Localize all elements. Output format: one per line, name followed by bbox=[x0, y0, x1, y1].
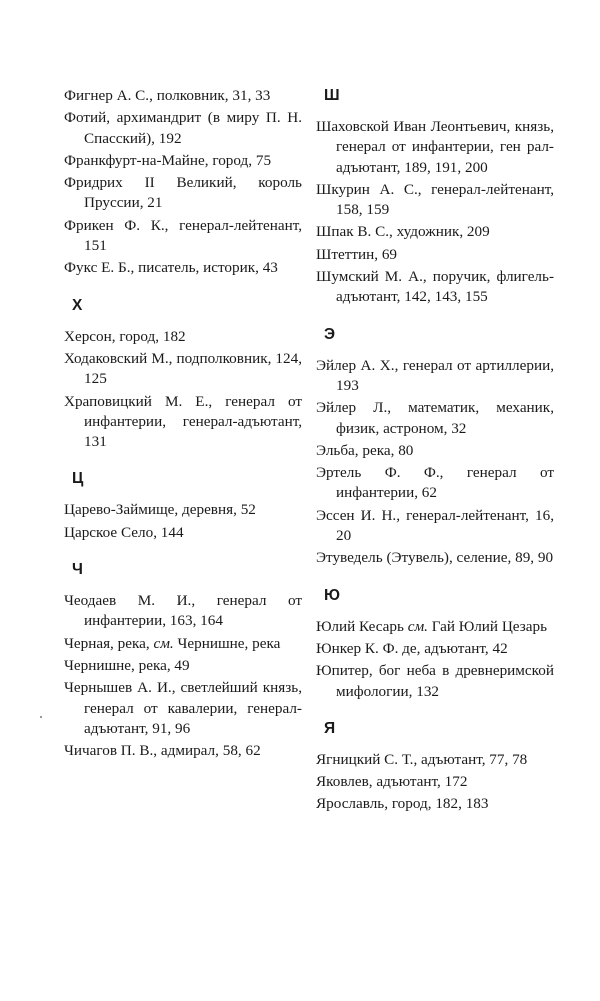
index-entry: Эльба, река, 80 bbox=[316, 441, 414, 459]
index-entry: Фотий, архимандрит (в миру П. Н. Спасский), 192 bbox=[64, 109, 302, 147]
index-entry: Юпитер, бог неба в древнеримской мифологии, 132 bbox=[316, 662, 554, 700]
index-entry: Яковлев, адъютант, 172 bbox=[316, 773, 468, 791]
index-entry: Чернишне, река, 49 bbox=[64, 656, 190, 674]
index-entry: Шпак В. С., художник, 209 bbox=[316, 223, 490, 241]
index-entry: Чеодаев М. И., генерал от инфантерии, 163, 164 bbox=[64, 592, 302, 630]
index-entry: Франкфурт-на-Майне, город, 75 bbox=[64, 151, 272, 169]
index-entry-text: Юлий Кесарь bbox=[316, 617, 408, 635]
index-entry: Чернышев А. И., светлейший князь, генерал от кавалерии, генерал-адъютант, 91, 96 bbox=[64, 679, 302, 737]
section-letter: Ч bbox=[72, 561, 83, 579]
index-entry: Юнкер К. Ф. де, адъютант, 42 bbox=[316, 639, 508, 657]
index-entry: Ягницкий С. Т., адъютант, 77, 78 bbox=[316, 750, 528, 768]
index-entry bbox=[64, 634, 302, 654]
section-letter: Х bbox=[72, 296, 83, 314]
section-letter: Ц bbox=[72, 470, 84, 488]
section-letter: Ю bbox=[324, 586, 340, 604]
section-letter: Э bbox=[324, 325, 336, 343]
index-entry: Чичагов П. В., адмирал, 58, 62 bbox=[64, 742, 261, 760]
see-reference: см. bbox=[153, 634, 174, 652]
index-entry: Фукс Е. Б., писатель, историк, 43 bbox=[64, 259, 278, 277]
index-entry: Штеттин, 69 bbox=[316, 245, 398, 263]
see-reference: см. bbox=[407, 617, 428, 635]
index-entry: Ходаковский М., подполковник, 124, 125 bbox=[64, 349, 302, 388]
index-entry: Царево-Займище, деревня, 52 bbox=[64, 501, 256, 519]
index-entry: Херсон, город, 182 bbox=[64, 327, 186, 345]
print-speck bbox=[40, 716, 42, 718]
index-entry: Фрикен Ф. К., генерал-лейтенант, 151 bbox=[64, 216, 302, 255]
index-entry-text: Черная, река, bbox=[64, 634, 154, 652]
index-entry: Эссен И. Н., генерал-лейтенант, 16, 20 bbox=[316, 506, 554, 545]
index-column-right bbox=[316, 86, 554, 817]
index-column-left bbox=[64, 86, 302, 763]
index-entry: Эртель Ф. Ф., генерал от инфантерии, 62 bbox=[316, 464, 554, 502]
index-entry: Фигнер А. С., полковник, 31, 33 bbox=[64, 87, 271, 104]
index-entry: Храповицкий М. Е., генерал от инфантерии, генерал-адъютант, 131 bbox=[64, 392, 302, 451]
section-letter: Я bbox=[324, 719, 336, 737]
index-entry bbox=[316, 617, 554, 637]
index-entry: Эйлер А. Х., генерал от артиллерии, 193 bbox=[316, 356, 554, 394]
index-entry: Эйлер Л., математик, механик, физик, астроном, 32 bbox=[316, 399, 554, 437]
index-entry-reference-target: Чернишне, река bbox=[173, 634, 281, 652]
index-entry: Ярославль, город, 182, 183 bbox=[316, 795, 489, 813]
index-entry: Фридрих II Великий, король Пруссии, 21 bbox=[64, 174, 302, 212]
index-entry: Шаховской Иван Леонтьевич, князь, генерал от инфантерии, ген рал-адъютант, 189, 191, 200 bbox=[316, 118, 554, 176]
index-entry: Царское Село, 144 bbox=[64, 523, 184, 541]
index-entry: Шумский М. А., поручик, флигель-адъютант, 142, 143, 155 bbox=[316, 268, 554, 306]
index-entry-reference-target: Гай Юлий Цезарь bbox=[427, 617, 547, 635]
section-letter: Ш bbox=[324, 87, 340, 104]
index-entry: Этуведель (Этувель), селение, 89, 90 bbox=[316, 549, 554, 567]
index-entry: Шкурин А. С., генерал-лейтенант, 158, 159 bbox=[316, 180, 554, 219]
